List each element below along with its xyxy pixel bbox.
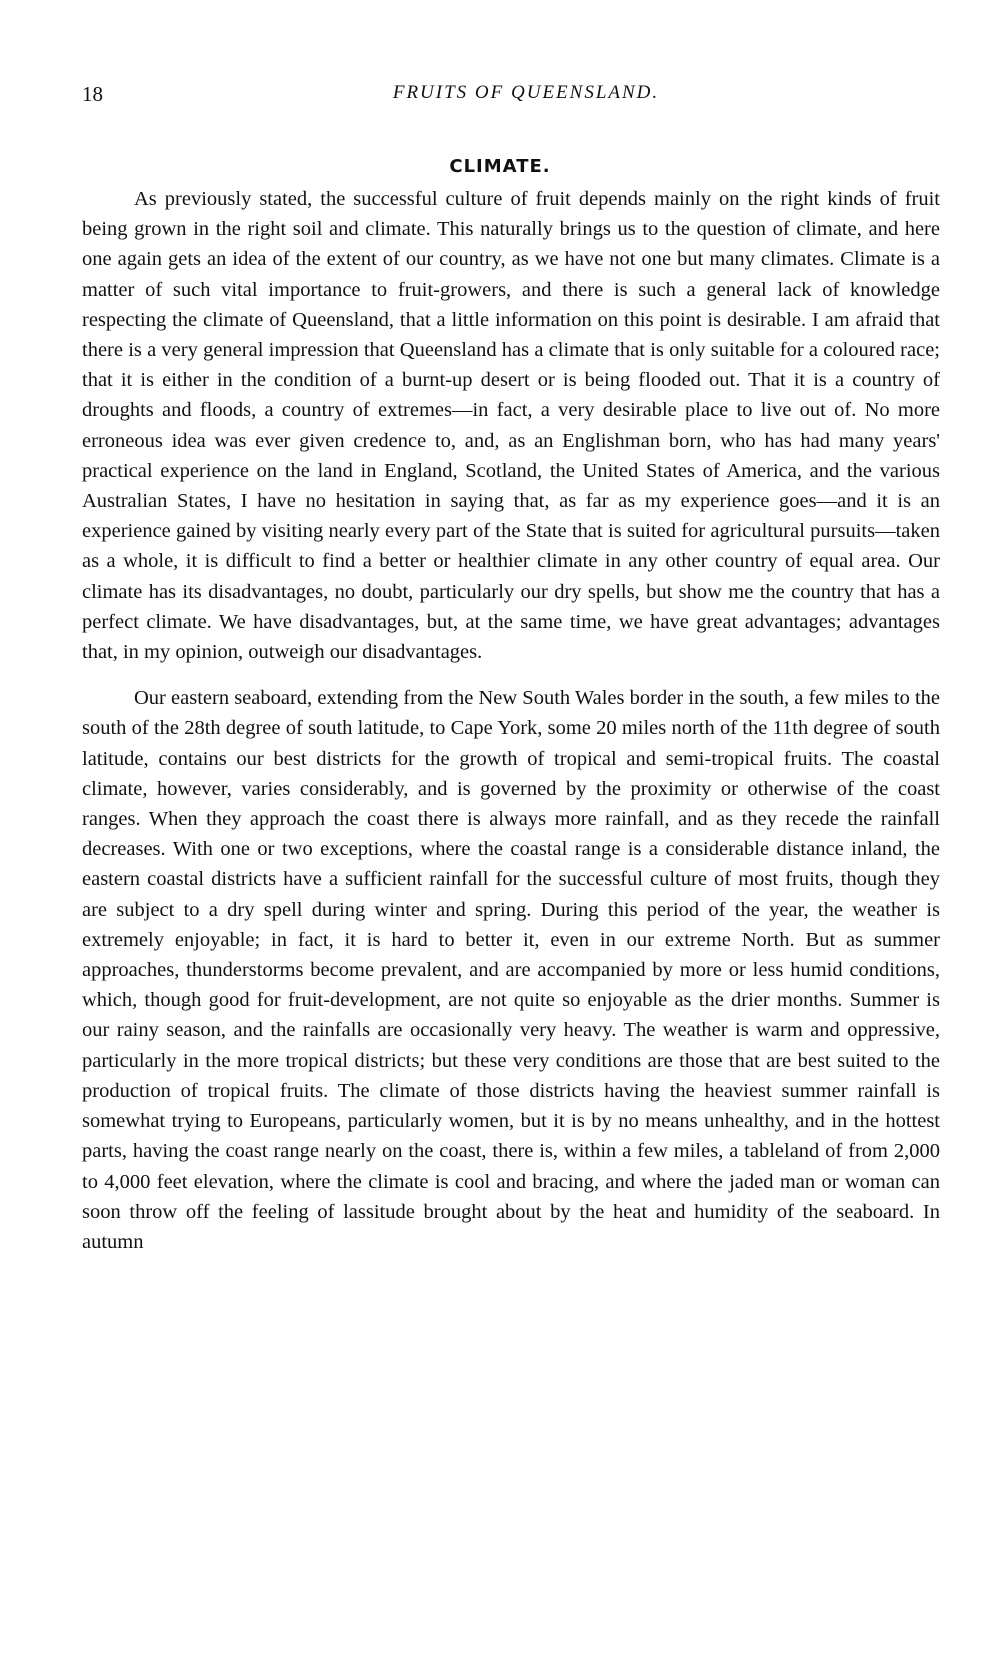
page-header [82,82,940,112]
running-title: FRUITS OF QUEENSLAND. [392,82,660,103]
paragraph-eastern-seaboard: Our eastern seaboard, extending from the New South Wales border in the south, a few miles to the south of the 28th degree of south latitude, to Cape York, some 20 miles north of the 11th degree of south latitude, contains our best districts for the growth of tropical and semi-tropical fruits. The coastal climate, however, varies considerably, and is governed by the proximity or otherwise of the coast ranges. When they approach the coast there is always more rainfall, and as they recede the rainfall decreases. With one or two exceptions, where the coastal range is a considerable distance inland, the eastern coastal districts have a sufficient rainfall for the successful culture of most fruits, though they are subject to a dry spell during winter and spring. During this period of the year, the weather is extremely enjoyable; in fact, it is hard to better it, even in our extreme North. But as summer approaches, thunderstorms become prevalent, and are accompanied by more or less humid conditions, which, though good for fruit-development, are not quite so enjoyable as the drier months. Summer is our rainy season, and the rainfalls are occasionally very heavy. The weather is warm and oppressive, particularly in the more tropical districts; but these very conditions are those that are best suited to the production of tropical fruits. The climate of those districts having the heaviest summer rainfall is somewhat trying to Europeans, particularly women, but it is by no means unhealthy, and in the hottest parts, having the coast range nearly on the coast, there is, within a few miles, a tableland of from 2,000 to 4,000 feet elevation, where the climate is cool and bracing, and where the jaded man or woman can soon throw off the feeling of lassitude brought about by the heat and humidity of the seaboard. In autumn [82,687,940,1253]
paragraph-climate-overview: As previously stated, the successful culture of fruit depends mainly on the right kinds of fruit being grown in the right soil and climate. This naturally brings us to the question of climate, and here one again gets an idea of the extent of our country, as we have not one but many climates. Climate is a matter of such vital importance to fruit-growers, and there is such a general lack of knowledge respecting the climate of Queensland, that a little information on this point is desirable. I am afraid that there is a very general impression that Queensland has a climate that is only suitable for a coloured race; that it is either in the condition of a burnt-up desert or is being flooded out. That it is a country of droughts and floods, a country of extremes—in fact, a very desirable place to live out of. No more erroneous idea was ever given credence to, and, as an Englishman born, who has had many years' practical experience on the land in England, Scotland, the United States of America, and the various Australian States, I have no hesitation in saying that, as far as my experience goes—and it is an experience gained by visiting nearly every part of the State that is suited for agricultural pursuits—taken as a whole, it is difficult to find a better or healthier climate in any other country of equal area. Our climate has its disadvantages, no doubt, particularly our dry spells, but show me the country that has a perfect climate. We have disadvantages, but, at the same time, we have great advantages; advantages that, in my opinion, outweigh our disadvantages. [82,188,940,664]
section-heading: CLIMATE. [449,156,551,177]
page-number: 18 [82,82,103,106]
body-text [82,184,940,1257]
